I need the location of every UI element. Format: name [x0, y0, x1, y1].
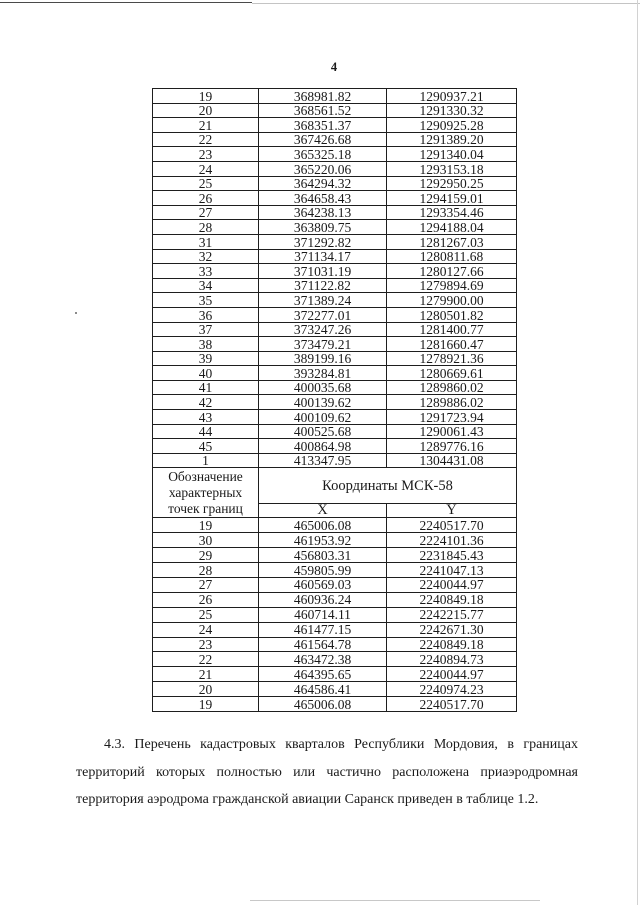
coordinate-row	[153, 278, 517, 293]
x-coordinate-cell: 371134.17	[259, 249, 387, 264]
header-row	[153, 468, 517, 504]
coordinate-row	[153, 548, 517, 563]
paragraph-line: территорий которых полностью или частично расположена приаэродромная	[76, 764, 578, 780]
coordinate-row	[153, 607, 517, 622]
point-number-cell: 26	[153, 191, 259, 206]
y-coordinate-cell: 1304431.08	[387, 453, 517, 468]
point-number-cell: 27	[153, 205, 259, 220]
x-coordinate-cell: 465006.08	[259, 518, 387, 533]
x-coordinate-cell: 364294.32	[259, 176, 387, 191]
x-coordinate-cell: 460936.24	[259, 592, 387, 607]
point-number-cell: 44	[153, 424, 259, 439]
coordinate-row	[153, 453, 517, 468]
coordinate-system-header: Координаты МСК-58	[259, 468, 517, 504]
scan-edge-line-top	[0, 2, 252, 3]
coordinate-row	[153, 249, 517, 264]
coordinate-row	[153, 366, 517, 381]
point-number-cell: 21	[153, 667, 259, 682]
y-coordinate-cell: 1291330.32	[387, 103, 517, 118]
point-number-cell: 28	[153, 220, 259, 235]
point-designation-header	[153, 468, 259, 518]
y-coordinate-cell: 1279900.00	[387, 293, 517, 308]
x-coordinate-cell: 371031.19	[259, 264, 387, 279]
scan-edge-line-bottom	[250, 900, 540, 901]
coordinate-row	[153, 395, 517, 410]
y-coordinate-cell: 1294159.01	[387, 191, 517, 206]
point-number-cell: 26	[153, 592, 259, 607]
coordinates-table	[152, 88, 517, 712]
x-coordinate-cell: 461953.92	[259, 533, 387, 548]
point-number-cell: 21	[153, 118, 259, 133]
x-coordinate-cell: 460569.03	[259, 578, 387, 593]
point-number-cell: 34	[153, 278, 259, 293]
x-coordinate-cell: 371389.24	[259, 293, 387, 308]
x-coordinate-cell: 400109.62	[259, 410, 387, 425]
coordinate-row	[153, 424, 517, 439]
y-coordinate-cell: 2240044.97	[387, 667, 517, 682]
y-coordinate-cell: 2240517.70	[387, 518, 517, 533]
point-number-cell: 45	[153, 439, 259, 454]
point-number-cell: 25	[153, 176, 259, 191]
point-number-cell: 33	[153, 264, 259, 279]
y-coordinate-cell: 2240517.70	[387, 697, 517, 712]
coordinate-row	[153, 667, 517, 682]
point-number-cell: 23	[153, 147, 259, 162]
coordinate-row	[153, 234, 517, 249]
point-number-cell: 36	[153, 307, 259, 322]
y-coordinate-cell: 1281267.03	[387, 234, 517, 249]
y-coordinate-cell: 1280501.82	[387, 307, 517, 322]
x-coordinate-cell: 365325.18	[259, 147, 387, 162]
x-coordinate-cell: 371292.82	[259, 234, 387, 249]
coordinate-row	[153, 191, 517, 206]
coordinate-row	[153, 439, 517, 454]
y-coordinate-cell: 1293354.46	[387, 205, 517, 220]
coordinate-row	[153, 205, 517, 220]
coordinate-row	[153, 103, 517, 118]
point-number-cell: 29	[153, 548, 259, 563]
y-coordinate-cell: 1280127.66	[387, 264, 517, 279]
coordinate-row	[153, 307, 517, 322]
x-coordinate-cell: 464586.41	[259, 682, 387, 697]
x-coordinate-cell: 400864.98	[259, 439, 387, 454]
x-coordinate-cell: 463472.38	[259, 652, 387, 667]
coordinate-row	[153, 220, 517, 235]
y-coordinate-cell: 2240849.18	[387, 637, 517, 652]
point-number-cell: 43	[153, 410, 259, 425]
point-number-cell: 41	[153, 380, 259, 395]
y-coordinate-cell: 1289886.02	[387, 395, 517, 410]
point-number-cell: 24	[153, 161, 259, 176]
x-coordinate-cell: 413347.95	[259, 453, 387, 468]
coordinate-row	[153, 592, 517, 607]
x-coordinate-cell: 373247.26	[259, 322, 387, 337]
coordinate-row	[153, 563, 517, 578]
x-coordinate-cell: 456803.31	[259, 548, 387, 563]
scan-edge-line-top-faint	[252, 3, 640, 4]
y-coordinate-cell: 2240974.23	[387, 682, 517, 697]
x-axis-header: X	[259, 504, 387, 518]
point-number-cell: 40	[153, 366, 259, 381]
y-coordinate-cell: 1279894.69	[387, 278, 517, 293]
point-number-cell: 28	[153, 563, 259, 578]
coordinate-row	[153, 147, 517, 162]
x-coordinate-cell: 373479.21	[259, 337, 387, 352]
point-number-cell: 37	[153, 322, 259, 337]
y-coordinate-cell: 1290925.28	[387, 118, 517, 133]
y-coordinate-cell: 2231845.43	[387, 548, 517, 563]
y-coordinate-cell: 2224101.36	[387, 533, 517, 548]
y-coordinate-cell: 1294188.04	[387, 220, 517, 235]
y-coordinate-cell: 1281660.47	[387, 337, 517, 352]
y-coordinate-cell: 2241047.13	[387, 563, 517, 578]
coordinates-table-header	[153, 468, 517, 518]
y-coordinate-cell: 1291340.04	[387, 147, 517, 162]
point-number-cell: 23	[153, 637, 259, 652]
point-number-cell: 20	[153, 682, 259, 697]
designation-line: Обозначение	[168, 468, 243, 484]
y-coordinate-cell: 1280669.61	[387, 366, 517, 381]
coordinate-row	[153, 637, 517, 652]
point-number-cell: 19	[153, 697, 259, 712]
coordinate-row	[153, 89, 517, 104]
x-coordinate-cell: 368981.82	[259, 89, 387, 104]
y-coordinate-cell: 1290937.21	[387, 89, 517, 104]
x-coordinate-cell: 364238.13	[259, 205, 387, 220]
x-coordinate-cell: 465006.08	[259, 697, 387, 712]
y-coordinate-cell: 2240044.97	[387, 578, 517, 593]
paragraph-line: 4.3. Перечень кадастровых кварталов Республики Мордовия, в границах	[104, 737, 578, 752]
cadastral-paragraph	[76, 731, 578, 814]
scan-edge-line-right	[637, 0, 638, 905]
coordinate-row	[153, 652, 517, 667]
y-coordinate-cell: 1289776.16	[387, 439, 517, 454]
y-coordinate-cell: 2242215.77	[387, 607, 517, 622]
coordinate-row	[153, 682, 517, 697]
point-number-cell: 24	[153, 622, 259, 637]
designation-line: точек границ	[168, 500, 243, 516]
x-coordinate-cell: 464395.65	[259, 667, 387, 682]
point-number-cell: 31	[153, 234, 259, 249]
y-coordinate-cell: 2240849.18	[387, 592, 517, 607]
coordinate-row	[153, 337, 517, 352]
x-coordinate-cell: 368351.37	[259, 118, 387, 133]
point-number-cell: 38	[153, 337, 259, 352]
coordinate-row	[153, 622, 517, 637]
x-coordinate-cell: 460714.11	[259, 607, 387, 622]
point-number-cell: 25	[153, 607, 259, 622]
coordinate-row	[153, 118, 517, 133]
x-coordinate-cell: 372277.01	[259, 307, 387, 322]
coordinate-row	[153, 322, 517, 337]
y-coordinate-cell: 1278921.36	[387, 351, 517, 366]
paragraph-line: территория аэродрома гражданской авиации Саранск приведен в таблице 1.2.	[76, 792, 539, 807]
coordinate-row	[153, 578, 517, 593]
coordinate-row	[153, 351, 517, 366]
y-coordinate-cell: 1290061.43	[387, 424, 517, 439]
page-number: 4	[330, 60, 338, 74]
point-number-cell: 22	[153, 132, 259, 147]
coordinate-row	[153, 176, 517, 191]
coordinates-table-upper-body	[153, 89, 517, 468]
x-coordinate-cell: 363809.75	[259, 220, 387, 235]
x-coordinate-cell: 459805.99	[259, 563, 387, 578]
y-coordinate-cell: 1280811.68	[387, 249, 517, 264]
coordinate-row	[153, 533, 517, 548]
point-number-cell: 1	[153, 453, 259, 468]
point-number-cell: 35	[153, 293, 259, 308]
x-coordinate-cell: 389199.16	[259, 351, 387, 366]
coordinate-row	[153, 380, 517, 395]
point-number-cell: 22	[153, 652, 259, 667]
point-number-cell: 39	[153, 351, 259, 366]
y-coordinate-cell: 2240894.73	[387, 652, 517, 667]
y-coordinate-cell: 1292950.25	[387, 176, 517, 191]
point-number-cell: 42	[153, 395, 259, 410]
x-coordinate-cell: 400525.68	[259, 424, 387, 439]
point-number-cell: 30	[153, 533, 259, 548]
y-coordinate-cell: 1289860.02	[387, 380, 517, 395]
coordinate-row	[153, 132, 517, 147]
point-number-cell: 27	[153, 578, 259, 593]
y-coordinate-cell: 1291389.20	[387, 132, 517, 147]
x-coordinate-cell: 365220.06	[259, 161, 387, 176]
x-coordinate-cell: 461477.15	[259, 622, 387, 637]
y-coordinate-cell: 1293153.18	[387, 161, 517, 176]
point-number-cell: 19	[153, 518, 259, 533]
x-coordinate-cell: 367426.68	[259, 132, 387, 147]
coordinate-row	[153, 697, 517, 712]
designation-line: характерных	[168, 484, 243, 500]
point-number-cell: 19	[153, 89, 259, 104]
y-axis-header: Y	[387, 504, 517, 518]
coordinates-table-lower-body	[153, 518, 517, 712]
point-number-cell: 20	[153, 103, 259, 118]
x-coordinate-cell: 371122.82	[259, 278, 387, 293]
x-coordinate-cell: 393284.81	[259, 366, 387, 381]
x-coordinate-cell: 368561.52	[259, 103, 387, 118]
y-coordinate-cell: 1291723.94	[387, 410, 517, 425]
y-coordinate-cell: 1281400.77	[387, 322, 517, 337]
point-number-cell: 32	[153, 249, 259, 264]
y-coordinate-cell: 2242671.30	[387, 622, 517, 637]
coordinate-row	[153, 161, 517, 176]
x-coordinate-cell: 364658.43	[259, 191, 387, 206]
coordinate-row	[153, 264, 517, 279]
coordinate-row	[153, 410, 517, 425]
x-coordinate-cell: 400035.68	[259, 380, 387, 395]
scan-speck	[75, 312, 77, 314]
coordinate-row	[153, 518, 517, 533]
x-coordinate-cell: 400139.62	[259, 395, 387, 410]
x-coordinate-cell: 461564.78	[259, 637, 387, 652]
coordinate-row	[153, 293, 517, 308]
